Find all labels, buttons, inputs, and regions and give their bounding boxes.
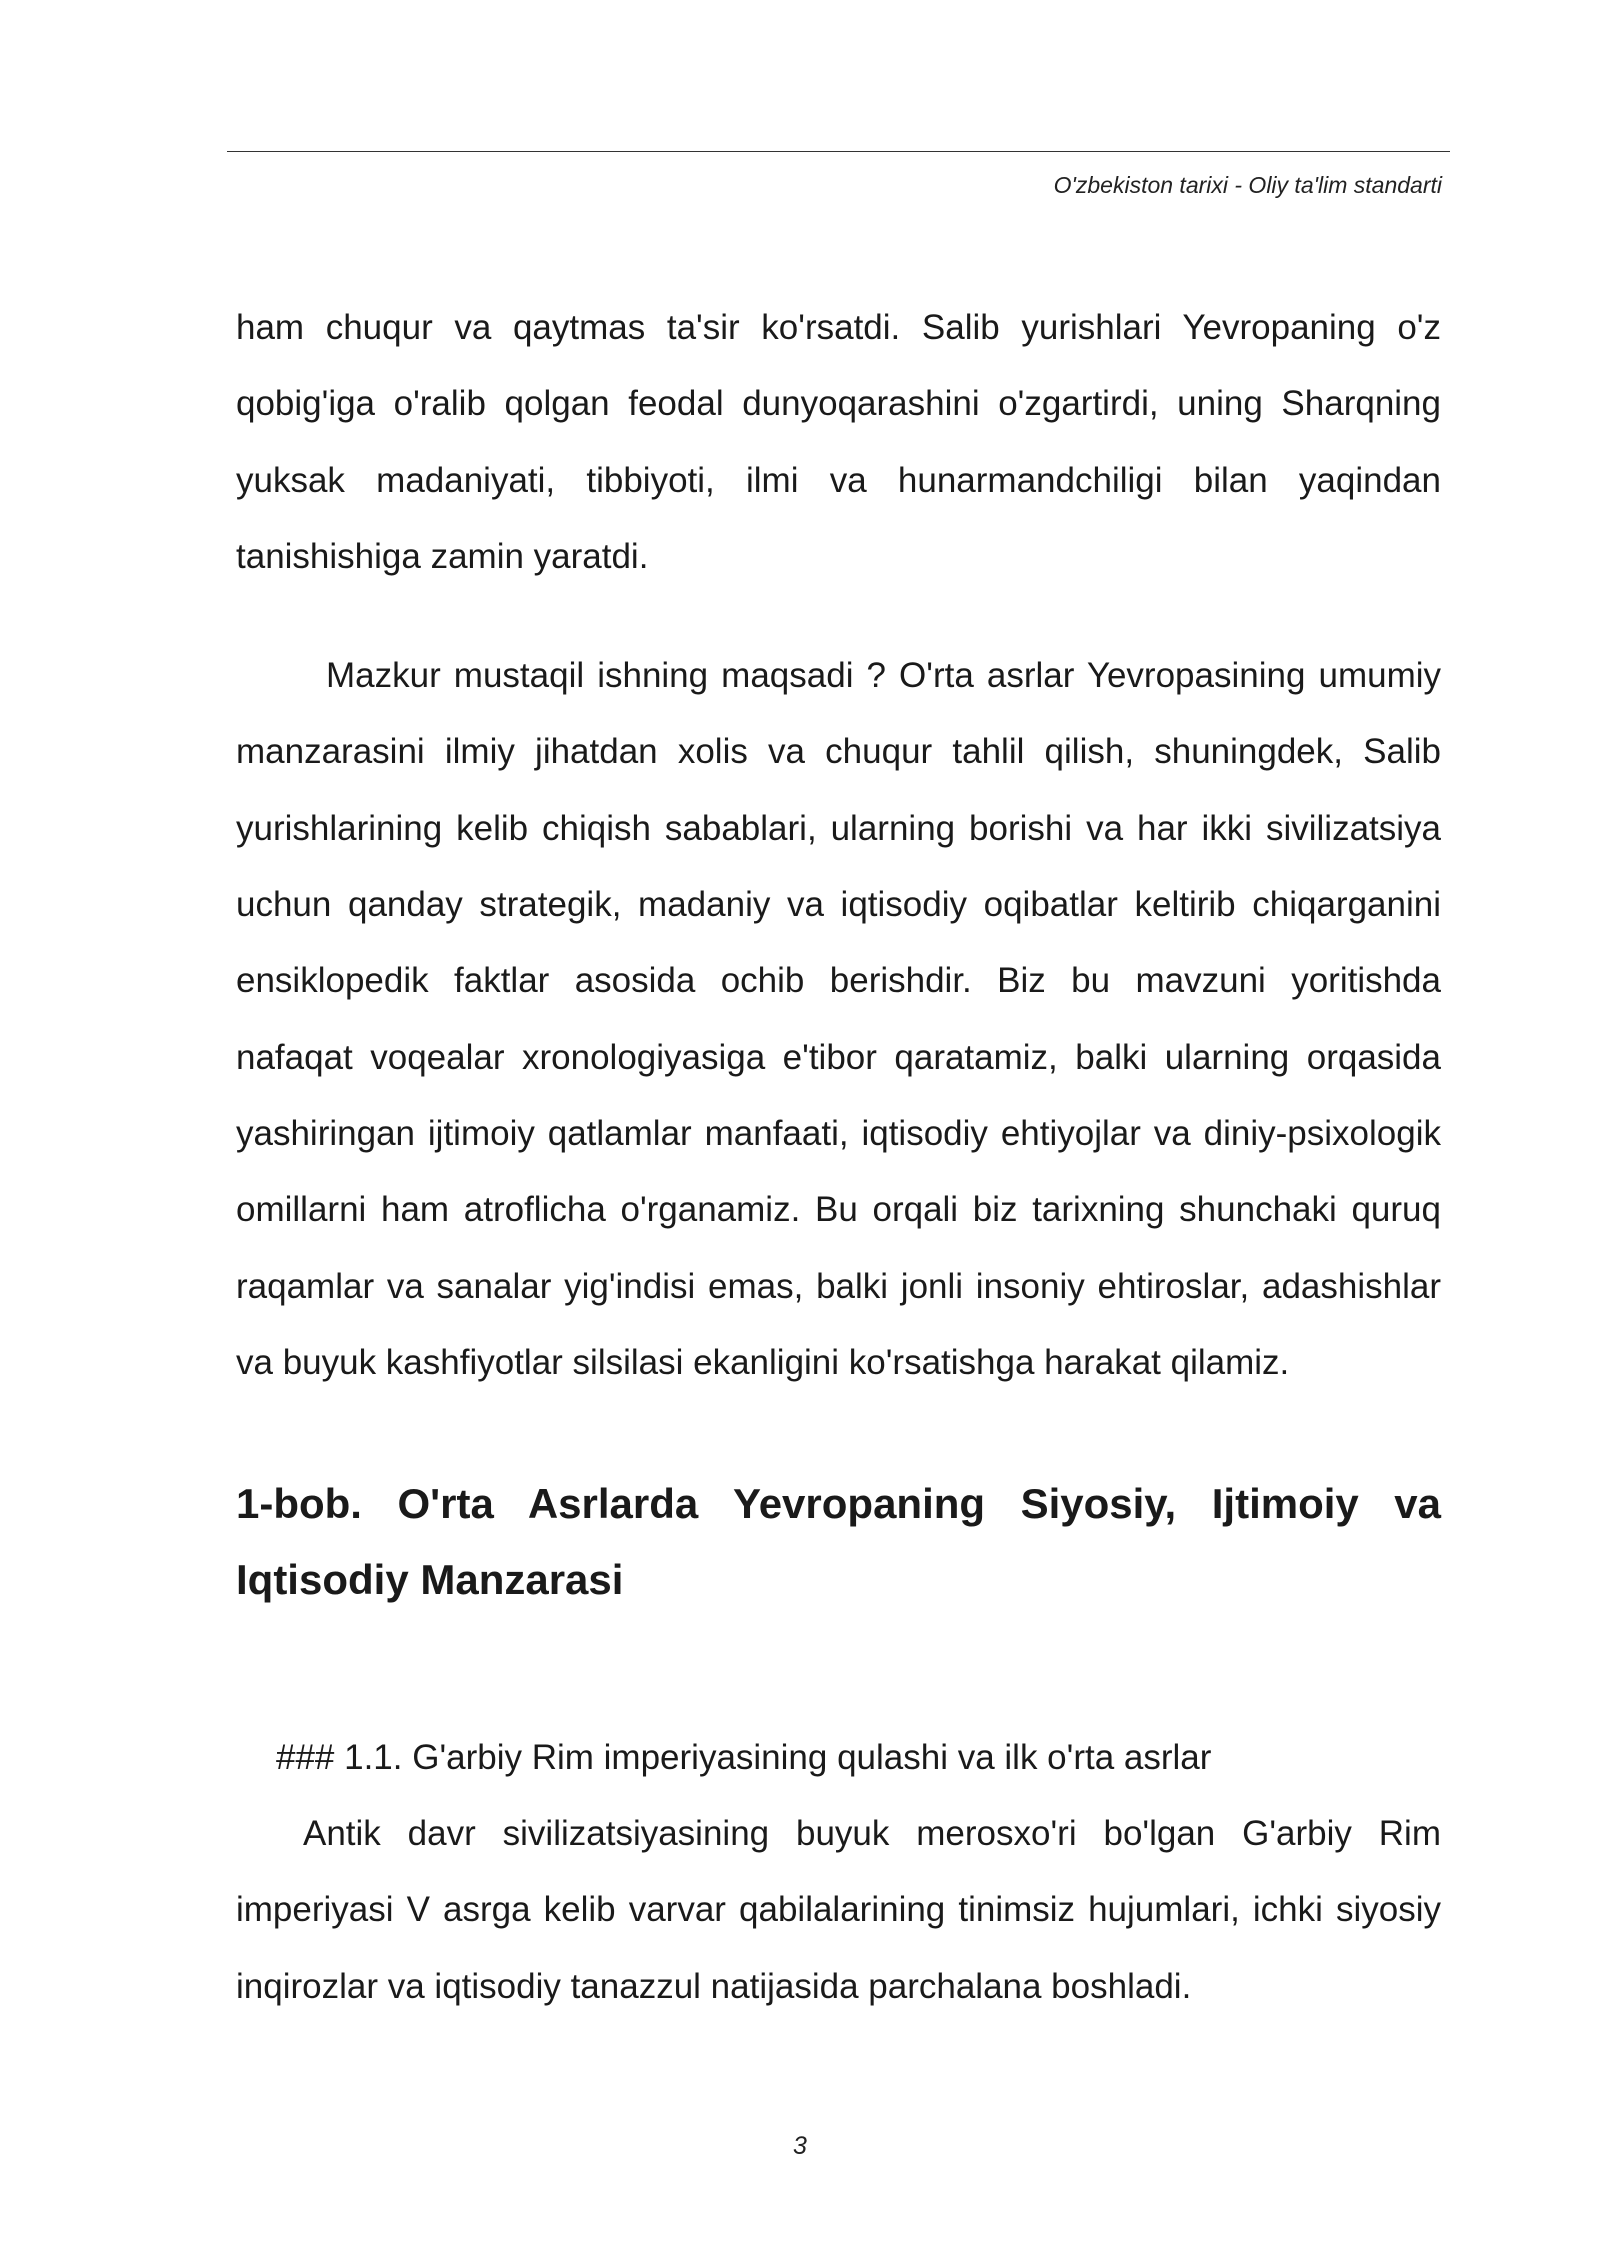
running-header: O'zbekiston tarixi - Oliy ta'lim standarti — [1053, 172, 1442, 198]
paragraph-1: ham chuqur va qaytmas ta'sir ko'rsatdi. Salib yurishlari Yevropaning o'z qobig'iga o'ralib qolgan feodal dunyoqarashini o'zgartirdi, uning Sharqning yuksak madaniyati, tibbiyoti, ilmi va hunarmandchiligi bilan yaqindan tanishishiga zamin yaratdi. — [236, 308, 1441, 576]
page-body — [236, 290, 1441, 2025]
paragraph-3: Antik davr sivilizatsiyasining buyuk merosxo'ri bo'lgan G'arbiy Rim imperiyasi V asrga kelib varvar qabilalarining tinimsiz hujumlari, ichki siyosiy inqirozlar va iqtisodiy tanazzul natijasida parchalana boshladi. — [236, 1814, 1441, 2006]
paragraph-2: Mazkur mustaqil ishning maqsadi ? O'rta asrlar Yevropasining umumiy manzarasini ilmiy jihatdan xolis va chuqur tahlil qilish, shuningdek, Salib yurishlarining kelib chiqish sabablari, ularning borishi va har ikki sivilizatsiya uchun qanday strategik, madaniy va iqtisodiy oqibatlar keltirib chiqarganini ensiklopedik faktlar asosida ochib berishdir. Biz bu mavzuni yoritishda nafaqat voqealar xronologiyasiga e'tibor qaratamiz, balki ularning orqasida yashiringan ijtimoiy qatlamlar manfaati, iqtisodiy ehtiyojlar va diniy-psixologik omillarni ham atroflicha o'rganamiz. Bu orqali biz tarixning shunchaki quruq raqamlar va sanalar yig'indisi emas, balki jonli insoniy ehtiroslar, adashishlar va buyuk kashfiyotlar silsilasi ekanligini ko'rsatishga harakat qilamiz. — [236, 656, 1441, 1382]
subsection-heading: ### 1.1. G'arbiy Rim imperiyasining qulashi va ilk o'rta asrlar — [276, 1738, 1212, 1778]
page-number: 3 — [793, 2132, 807, 2160]
header-rule — [227, 151, 1450, 152]
chapter-heading: 1-bob. O'rta Asrlarda Yevropaning Siyosiy, Ijtimoiy va Iqtisodiy Manzarasi — [236, 1480, 1441, 1604]
